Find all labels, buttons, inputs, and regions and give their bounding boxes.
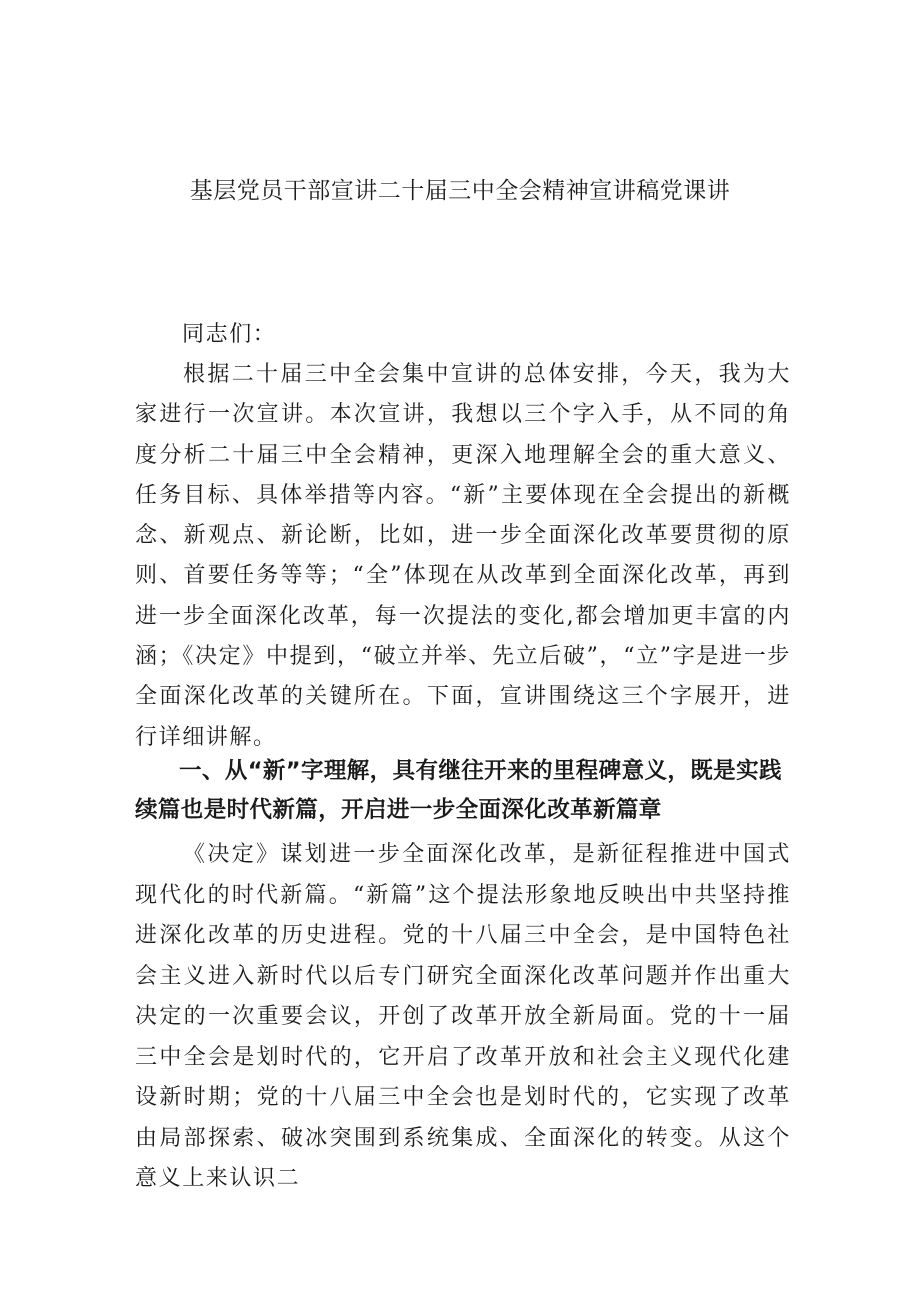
document-title: 基层党员干部宣讲二十届三中全会精神宣讲稿党课讲 (189, 178, 731, 204)
section-heading-1: 一、从“新”字理解，具有继往开来的里程碑意义，既是实践续篇也是时代新篇，开启进一步全面深化改革新篇章 (135, 758, 782, 823)
paragraph-section-1: 《决定》谋划进一步全面深化改革，是新征程推进中国式现代化的时代新篇。“新篇”这个提法形象地反映出中共坚持推进深化改革的历史进程。党的十八届三中全会，是中国特色社会主义进入新时代以后专门研究全面深化改革问题并作出重大决定的一次重要会议，开创了改革开放全新局面。党的十一届三中全会是划时代的，它开启了改革开放和社会主义现代化建设新时期；党的十八届三中全会也是划时代的，它实现了改革由局部探索、破冰突围到系统集成、全面深化的转变。从这个意义上来认识二 (135, 842, 791, 1191)
paragraph-intro: 根据二十届三中全会集中宣讲的总体安排，今天，我为大家进行一次宣讲。本次宣讲，我想以三个字入手，从不同的角度分析二十届三中全会精神，更深入地理解全会的重大意义、任务目标、具体举措等内容。“新”主要体现在全会提出的新概念、新观点、新论断，比如，进一步全面深化改革要贯彻的原则、首要任务等等；“全”体现在从改革到全面深化改革，再到进一步全面深化改革，每一次提法的变化,都会增加更丰富的内涵；《决定》中提到，“破立并举、先立后破”，“立”字是进一步全面深化改革的关键所在。下面，宣讲围绕这三个字展开，进行详细讲解。 (135, 362, 791, 750)
greeting: 同志们： (182, 322, 277, 347)
